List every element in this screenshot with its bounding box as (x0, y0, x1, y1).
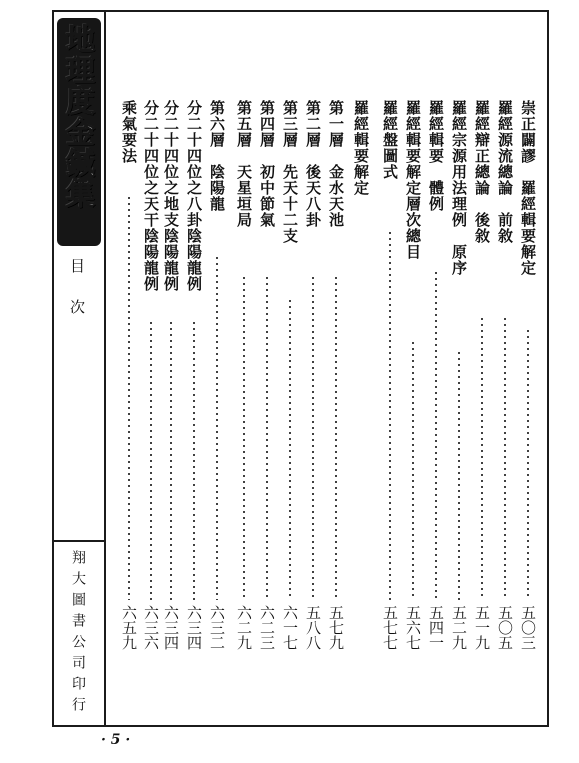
leader-dots (192, 320, 196, 600)
leader-dots (311, 275, 315, 600)
toc-entry-title: 崇正闢謬 羅經輯要解定 (519, 100, 537, 276)
toc-entry[interactable] (471, 100, 493, 690)
publisher-divider (52, 540, 104, 542)
leader-dots (288, 298, 292, 600)
toc-entry-page: 六一七 (281, 605, 299, 650)
toc-entry-page: 六三六 (142, 605, 160, 650)
sidebar-divider (104, 10, 106, 727)
toc-entry-page: 五〇五 (496, 605, 514, 650)
toc-entry-page: 五七七 (381, 605, 399, 650)
book-title-banner (57, 18, 101, 246)
leader-dots (526, 328, 530, 600)
leader-dots (127, 195, 131, 600)
toc-entry-page: 六三四 (162, 605, 180, 650)
toc-entry-page: 六五九 (120, 605, 138, 650)
toc-entry[interactable] (140, 100, 162, 690)
toc-entry[interactable] (350, 100, 372, 690)
leader-dots (480, 316, 484, 600)
leader-dots (388, 230, 392, 600)
leader-dots (411, 340, 415, 600)
toc-entry-page: 六二三 (258, 605, 276, 650)
toc-entry[interactable] (425, 100, 447, 690)
toc-entry-page: 五四一 (427, 605, 445, 650)
toc-entry-page: 六二九 (235, 605, 253, 650)
toc-entry-title: 羅經盤圖式 (381, 100, 399, 180)
toc-entry-title: 第四層 初中節氣 (258, 100, 276, 228)
leader-dots (457, 350, 461, 600)
toc-entry-title: 羅經輯要解定 (352, 100, 370, 196)
toc-entry[interactable] (325, 100, 347, 690)
toc-entry-title: 第三層 先天十二支 (281, 100, 299, 244)
toc-entry-title: 第二層 後天八卦 (304, 100, 322, 228)
leader-dots (242, 275, 246, 600)
leader-dots (215, 255, 219, 600)
toc-entry[interactable] (402, 100, 424, 690)
toc-entry[interactable] (206, 100, 228, 690)
toc-entry-title: 第五層 天星垣局 (235, 100, 253, 228)
toc-entry[interactable] (160, 100, 182, 690)
toc-entry[interactable] (448, 100, 470, 690)
book-title: 地理度金鍼集 (62, 24, 96, 210)
toc-entry-title: 羅經源流總論 前敘 (496, 100, 514, 244)
toc-entry-page: 六三二 (208, 605, 226, 650)
toc-entry[interactable] (183, 100, 205, 690)
toc-entry-page: 五六七 (404, 605, 422, 650)
toc-entry[interactable] (279, 100, 301, 690)
toc-entry-title: 分二十四位之八卦陰陽龍例 (185, 100, 203, 292)
toc-entry-title: 分二十四位之地支陰陽龍例 (162, 100, 180, 292)
toc-entry[interactable] (494, 100, 516, 690)
toc-entry[interactable] (302, 100, 324, 690)
toc-entry-title: 第六層 陰陽龍 (208, 100, 226, 212)
toc-entry-page: 五七九 (327, 605, 345, 650)
toc-entry[interactable] (256, 100, 278, 690)
leader-dots (265, 275, 269, 600)
leader-dots (149, 320, 153, 600)
toc-entry-title: 羅經宗源用法理例 原序 (450, 100, 468, 276)
toc-entry[interactable] (379, 100, 401, 690)
leader-dots (434, 270, 438, 600)
toc-entry[interactable] (233, 100, 255, 690)
toc-heading: 目次 (68, 258, 86, 340)
toc-entry-title: 第一層 金水天池 (327, 100, 345, 228)
toc-entry-page: 六三四 (185, 605, 203, 650)
toc-entry-title: 羅經辯正總論 後敘 (473, 100, 491, 244)
toc-entry-page: 五八八 (304, 605, 322, 650)
toc-entry-title: 羅經輯要解定層次總目 (404, 100, 422, 260)
leader-dots (503, 316, 507, 600)
toc-entry[interactable] (118, 100, 140, 690)
toc-entry[interactable] (517, 100, 539, 690)
toc-entry-title: 羅經輯要 體例 (427, 100, 445, 212)
toc-entry-page: 五一九 (473, 605, 491, 650)
toc-entry-page: 五二九 (450, 605, 468, 650)
toc-entry-title: 分二十四位之天干陰陽龍例 (142, 100, 160, 292)
page-number: · 5 · (101, 732, 131, 748)
toc-entry-title: 乘氣要法 (120, 100, 138, 164)
leader-dots (334, 275, 338, 600)
leader-dots (169, 320, 173, 600)
toc-entry-page: 五〇三 (519, 605, 537, 650)
publisher-imprint: 翔大圖書公司印行 (70, 550, 86, 718)
